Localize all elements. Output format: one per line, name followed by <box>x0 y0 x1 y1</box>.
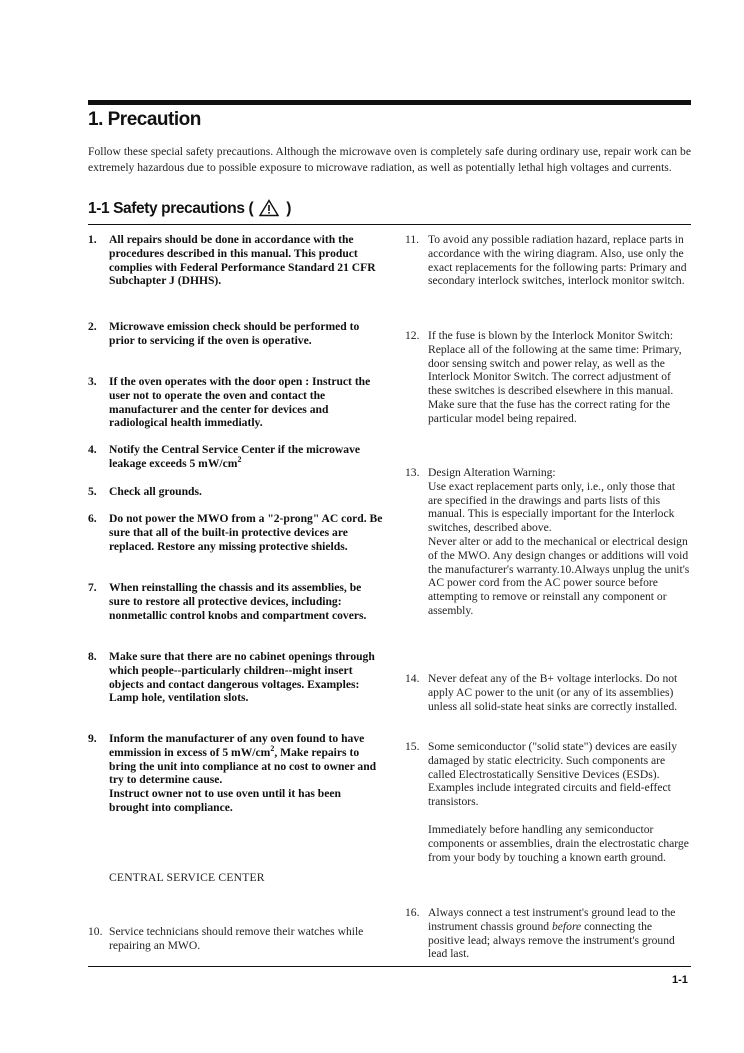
item-text: Check all grounds. <box>109 485 202 498</box>
item-number: 1. <box>88 233 97 246</box>
list-item <box>88 485 383 499</box>
item-text <box>109 443 383 471</box>
item-text-part: Some semiconductor ("solid state") devices are easily damaged by static electricity. Such components are called Electrostatically Sensitive Devices (ESDs). Examples include integrated circuits and field-effect transistors. <box>428 740 677 809</box>
item-text: If the fuse is blown by the Interlock Monitor Switch: Replace all of the following at the same time: Primary, door sensing switch and power relay, as well as the Interlock Monitor Switch. The correct adjustment of these switches is described elsewhere in this manual. Make sure that the fuse has the correct rating for the particular model being repaired. <box>428 329 682 425</box>
item-text <box>428 906 690 961</box>
subsection-title <box>88 200 292 218</box>
item-text-part: Instruct owner not to use oven until it has been brought into compliance. <box>109 787 341 814</box>
item-number: 4. <box>88 443 97 456</box>
item-number: 16. <box>405 906 420 919</box>
central-service-center-note: CENTRAL SERVICE CENTER <box>109 871 265 884</box>
item-number: 15. <box>405 740 420 753</box>
intro-paragraph: Follow these special safety precautions. Although the microwave oven is completely safe during ordinary use, repair work can be extremely hazardous due to possible exposure to microwave radiation, as well as potentially lethal high voltages and currents. <box>88 145 691 174</box>
item-text <box>109 732 383 815</box>
item-text: Never defeat any of the B+ voltage interlocks. Do not apply AC power to the unit (or any of its assemblies) unless all solid-state heat sinks are correctly installed. <box>428 672 678 713</box>
item-text: When reinstalling the chassis and its assemblies, be sure to restore all protective devices, including: nonmetallic control knobs and compartment covers. <box>109 581 367 622</box>
subsection-title-suffix: ) <box>286 200 292 217</box>
item-text-part: Design Alteration Warning: <box>428 466 556 479</box>
list-item <box>88 925 383 953</box>
item-text-part: Use exact replacement parts only, i.e., only those that are specified in the drawings and parts lists of this manual. This is especially important for the Interlock switches, described above. <box>428 479 676 535</box>
item-number: 8. <box>88 650 97 663</box>
list-item <box>405 906 690 961</box>
subsection-title-prefix: 1-1 Safety precautions ( <box>88 200 254 217</box>
item-text: Do not power the MWO from a "2-prong" AC cord. Be sure that all of the built-in protective devices are replaced. Restore any missing protective shields. <box>109 512 383 553</box>
item-text: Service technicians should remove their watches while repairing an MWO. <box>109 925 364 952</box>
item-text: To avoid any possible radiation hazard, replace parts in accordance with the wiring diagram. Also, use only the exact replacements for the following parts: Primary and secondary interlock switches, interlock monitor switch. <box>428 233 687 288</box>
item-number: 9. <box>88 732 97 745</box>
list-item <box>88 233 383 288</box>
list-item <box>88 650 383 705</box>
item-text-part: Never alter or add to the mechanical or electrical design of the MWO. Any design changes or additions will void the manufacturer's warranty.10.Always unplug the unit's AC power cord from the AC power source before attempting to remove or reinstall any component or assembly. <box>428 534 690 617</box>
list-item <box>405 233 690 288</box>
item-text: Microwave emission check should be performed to prior to servicing if the oven is operative. <box>109 320 360 347</box>
item-number: 12. <box>405 329 420 342</box>
superscript: 2 <box>270 743 275 753</box>
item-number: 14. <box>405 672 420 685</box>
list-item <box>405 672 690 713</box>
item-text: Make sure that there are no cabinet openings through which people--particularly children--might insert objects and contact dangerous voltages. Examples: Lamp hole, ventilation slots. <box>109 650 375 705</box>
item-text-part: connecting the positive lead; always remove the instrument's ground lead last. <box>428 919 675 961</box>
warning-triangle-icon <box>259 199 279 217</box>
item-number: 13. <box>405 466 420 479</box>
emphasis-text: before <box>551 919 582 933</box>
item-text <box>428 466 690 618</box>
subsection-rule <box>88 224 691 225</box>
item-text-part: Inform the manufacturer of any oven found to have emmission in excess of 5 mW/cm <box>109 732 365 759</box>
item-text-part: Immediately before handling any semiconductor components or assemblies, drain the electrostatic charge from your body by touching a known earth ground. <box>428 822 689 864</box>
item-number: 6. <box>88 512 97 525</box>
list-item <box>405 740 690 864</box>
item-number: 10. <box>88 925 103 938</box>
bottom-rule <box>88 966 691 967</box>
list-item <box>88 732 383 815</box>
superscript: 2 <box>237 454 242 464</box>
item-text: All repairs should be done in accordance with the procedures described in this manual. This product complies with Federal Performance Standard 21 CFR Subchapter J (DHHS). <box>109 233 376 288</box>
item-text: If the oven operates with the door open : Instruct the user not to operate the oven and contact the manufacturer and the center for devices and radiological health immediatly. <box>109 375 371 430</box>
list-item <box>88 581 383 622</box>
top-rule <box>88 100 691 105</box>
section-title: 1. Precaution <box>88 109 201 130</box>
list-item <box>88 375 383 430</box>
item-number: 2. <box>88 320 97 333</box>
item-number: 7. <box>88 581 97 594</box>
list-item <box>88 443 383 471</box>
list-item <box>88 320 383 348</box>
item-number: 5. <box>88 485 97 498</box>
list-item <box>405 466 690 618</box>
list-item <box>88 512 383 553</box>
list-item <box>405 329 690 426</box>
item-text-part: Notify the Central Service Center if the microwave leakage exceeds 5 mW/cm <box>109 443 361 470</box>
item-text <box>428 740 690 864</box>
item-number: 3. <box>88 375 97 388</box>
item-text-part: Always connect a test instrument's ground lead to the instrument chassis ground <box>428 906 676 933</box>
page-number: 1-1 <box>672 974 688 986</box>
item-number: 11. <box>405 233 420 246</box>
item-text-part: , Make repairs to bring the unit into compliance at no cost to owner and try to determine cause. <box>109 745 377 787</box>
